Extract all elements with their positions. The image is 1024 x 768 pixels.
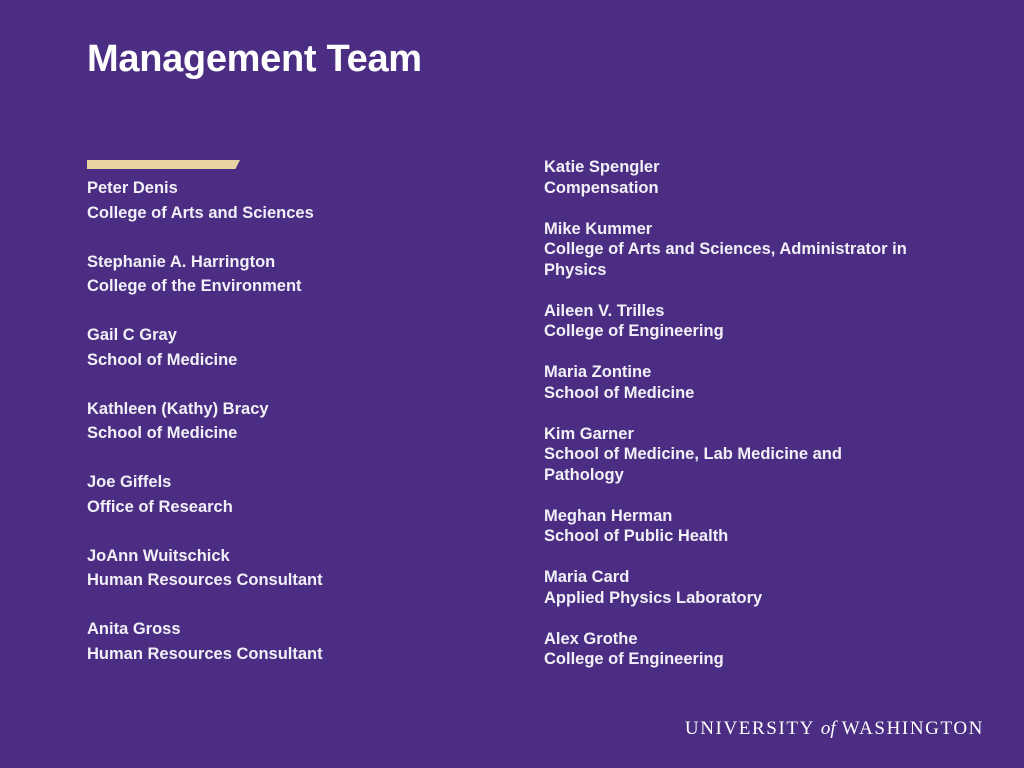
member-department: College of Arts and Sciences — [87, 203, 314, 222]
team-member — [544, 506, 924, 547]
member-name: Mike Kummer — [544, 219, 653, 238]
member-name: Maria Zontine — [544, 363, 652, 381]
team-member — [87, 470, 467, 519]
left-column — [87, 176, 467, 691]
member-name: Peter Denis — [87, 179, 178, 197]
member-department: Human Resources Consultant — [87, 571, 323, 589]
member-name: Kim Garner — [544, 424, 634, 443]
team-member — [544, 157, 924, 198]
member-department: College of the Environment — [87, 277, 302, 295]
member-name: Stephanie A. Harrington — [87, 252, 276, 271]
team-member — [87, 250, 467, 299]
member-department: College of Arts and Sciences, Administrator in Physics — [544, 240, 907, 279]
team-member — [87, 617, 467, 666]
member-department: School of Medicine — [87, 350, 238, 369]
team-member — [544, 629, 924, 670]
member-name: JoAnn Wuitschick — [87, 546, 230, 565]
member-department: School of Medicine — [87, 424, 238, 442]
member-department: Compensation — [544, 178, 659, 197]
member-name: Kathleen (Kathy) Bracy — [87, 399, 269, 418]
team-member — [544, 567, 924, 608]
member-department: School of Medicine — [544, 383, 695, 402]
team-member — [544, 362, 924, 403]
member-name: Meghan Herman — [544, 506, 673, 525]
team-member — [87, 397, 467, 446]
team-member — [87, 176, 467, 225]
member-department: Office of Research — [87, 497, 233, 516]
university-of-washington-logo — [685, 718, 984, 740]
member-name: Anita Gross — [87, 620, 181, 638]
team-member — [544, 219, 924, 281]
member-department: School of Medicine, Lab Medicine and Pathology — [544, 445, 842, 484]
logo-university-text: UNIVERSITY — [684, 718, 815, 739]
member-department: Human Resources Consultant — [87, 644, 323, 663]
accent-bar — [87, 160, 240, 169]
member-name: Katie Spengler — [544, 158, 660, 176]
member-name: Aileen V. Trilles — [544, 301, 665, 320]
member-department: School of Public Health — [544, 527, 729, 545]
member-name: Gail C Gray — [87, 326, 177, 344]
logo-of-text: of — [820, 718, 836, 739]
member-name: Alex Grothe — [544, 629, 638, 648]
member-department: College of Engineering — [544, 650, 724, 668]
member-department: College of Engineering — [544, 322, 724, 340]
team-member — [87, 544, 467, 593]
member-name: Joe Giffels — [87, 473, 172, 491]
slide-title: Management Team — [87, 38, 422, 80]
logo-washington-text: WASHINGTON — [841, 718, 984, 739]
member-department: Applied Physics Laboratory — [544, 588, 763, 607]
member-name: Maria Card — [544, 568, 630, 586]
right-column — [544, 157, 924, 690]
team-member — [544, 424, 924, 486]
team-member — [544, 301, 924, 342]
team-member — [87, 323, 467, 372]
